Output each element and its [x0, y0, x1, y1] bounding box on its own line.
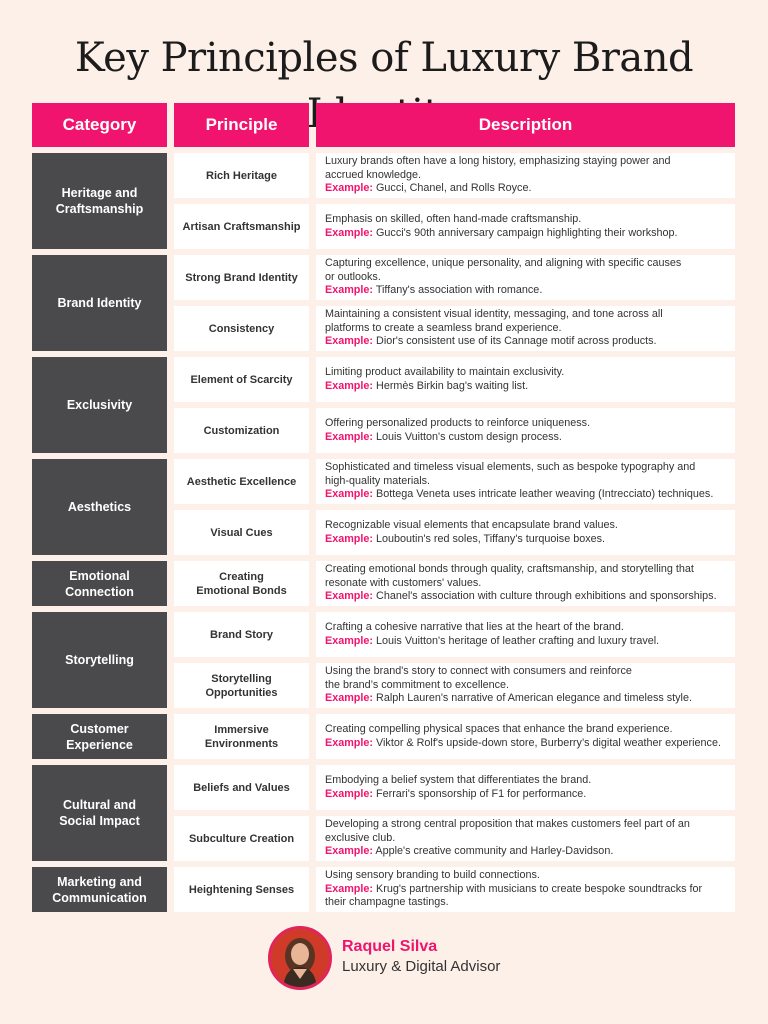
description-cell	[316, 765, 735, 810]
table-row	[174, 510, 735, 555]
principle-cell: Creating Emotional Bonds	[174, 561, 309, 606]
description-cell	[316, 357, 735, 402]
example-line	[325, 488, 726, 502]
avatar	[268, 926, 332, 990]
table-row	[174, 459, 735, 504]
example-label: Example:	[325, 430, 374, 443]
category-cell	[32, 459, 167, 555]
example-line	[325, 737, 726, 751]
category-group	[32, 612, 735, 708]
principle-cell: Storytelling Opportunities	[174, 663, 309, 708]
example-line	[325, 845, 726, 859]
principle-cell: Consistency	[174, 306, 309, 351]
category-group	[32, 867, 735, 912]
category-group	[32, 561, 735, 606]
example-text: Krug's partnership with musicians to create bespoke soundtracks for their champagne tastings.	[325, 882, 703, 909]
principle-cell: Aesthetic Excellence	[174, 459, 309, 504]
description-text: Sophisticated and timeless visual elements, such as bespoke typography and high-quality materials.	[325, 460, 696, 487]
avatar-portrait-icon	[271, 929, 329, 987]
example-line	[325, 692, 726, 706]
principles-table	[32, 153, 735, 918]
description-cell	[316, 459, 735, 504]
description-cell	[316, 612, 735, 657]
example-text: Bottega Veneta uses intricate leather weaving (Intrecciato) techniques.	[376, 488, 714, 501]
example-text: Viktor & Rolf's upside-down store, Burberry’s digital weather experience.	[376, 736, 721, 749]
category-cell	[32, 867, 167, 912]
description-text: Embodying a belief system that differentiates the brand.	[325, 773, 592, 786]
example-label: Example:	[325, 692, 374, 705]
example-label: Example:	[325, 284, 374, 297]
principle-cell: Brand Story	[174, 612, 309, 657]
description-cell	[316, 510, 735, 555]
principle-cell: Customization	[174, 408, 309, 453]
example-text: Apple's creative community and Harley-Davidson.	[375, 845, 614, 858]
category-group	[32, 459, 735, 555]
table-header	[32, 103, 735, 147]
header-principle: Principle	[174, 103, 309, 147]
category-label: Aesthetics	[67, 500, 132, 514]
table-row	[174, 306, 735, 351]
description-text: Creating compelling physical spaces that enhance the brand experience.	[325, 722, 673, 735]
principle-cell: Rich Heritage	[174, 153, 309, 198]
example-label: Example:	[325, 182, 374, 195]
principle-cell: Subculture Creation	[174, 816, 309, 861]
example-line	[325, 635, 726, 649]
description-text: Developing a strong central proposition that makes customers feel part of an exclusive club.	[325, 817, 690, 844]
description-cell	[316, 714, 735, 759]
example-line	[325, 284, 726, 298]
table-row	[174, 663, 735, 708]
example-label: Example:	[325, 590, 374, 603]
description-text: Crafting a cohesive narrative that lies at the heart of the brand.	[325, 620, 624, 633]
principle-cell: Element of Scarcity	[174, 357, 309, 402]
principle-cell: Visual Cues	[174, 510, 309, 555]
description-text: Luxury brands often have a long history, emphasizing staying power and accrued knowledge.	[325, 154, 671, 181]
category-group	[32, 153, 735, 249]
example-label: Example:	[325, 787, 374, 800]
category-group	[32, 714, 735, 759]
example-label: Example:	[325, 634, 374, 647]
description-cell	[316, 663, 735, 708]
category-cell	[32, 612, 167, 708]
example-line	[325, 380, 726, 394]
description-cell	[316, 561, 735, 606]
table-row	[174, 612, 735, 657]
example-line	[325, 431, 726, 445]
example-text: Hermès Birkin bag's waiting list.	[376, 379, 529, 392]
description-cell	[316, 255, 735, 300]
principle-cell: Immersive Environments	[174, 714, 309, 759]
description-text: Emphasis on skilled, often hand-made craftsmanship.	[325, 212, 582, 225]
description-cell	[316, 867, 735, 912]
category-label: Cultural and Social Impact	[59, 798, 140, 828]
category-group	[32, 255, 735, 351]
author-name: Raquel Silva	[342, 938, 438, 955]
example-text: Tiffany's association with romance.	[375, 284, 543, 297]
table-row	[174, 561, 735, 606]
example-text: Chanel's association with culture through exhibitions and sponsorships.	[376, 590, 717, 603]
description-text: Offering personalized products to reinforce uniqueness.	[325, 416, 591, 429]
category-label: Exclusivity	[66, 398, 133, 412]
table-row	[174, 765, 735, 810]
example-label: Example:	[325, 532, 374, 545]
example-text: Ralph Lauren's narrative of American elegance and timeless style.	[376, 692, 692, 705]
description-text: Recognizable visual elements that encapsulate brand values.	[325, 518, 618, 531]
description-cell	[316, 408, 735, 453]
category-group	[32, 357, 735, 453]
table-row	[174, 816, 735, 861]
example-line	[325, 182, 726, 196]
example-text: Louis Vuitton's heritage of leather crafting and luxury travel.	[376, 634, 660, 647]
description-text: Limiting product availability to maintain exclusivity.	[325, 365, 565, 378]
description-text: Creating emotional bonds through quality, craftsmanship, and storytelling that resonate with customers' values.	[325, 562, 694, 589]
author-role: Luxury & Digital Advisor	[342, 958, 501, 975]
category-cell	[32, 561, 167, 606]
principle-cell: Heightening Senses	[174, 867, 309, 912]
example-label: Example:	[325, 488, 374, 501]
example-label: Example:	[325, 845, 374, 858]
example-text: Gucci's 90th anniversary campaign highlighting their workshop.	[376, 226, 678, 239]
category-label: Customer Experience	[66, 721, 133, 752]
category-cell	[32, 153, 167, 249]
example-line	[325, 227, 726, 241]
principle-cell: Beliefs and Values	[174, 765, 309, 810]
category-cell	[32, 765, 167, 861]
description-text: Using sensory branding to build connections.	[325, 868, 540, 881]
description-text: Maintaining a consistent visual identity, messaging, and tone across all platforms to create a seamless brand experience.	[325, 307, 663, 334]
category-cell	[32, 714, 167, 759]
example-line	[325, 335, 726, 349]
category-label: Brand Identity	[57, 296, 142, 310]
category-cell	[32, 357, 167, 453]
example-text: Ferrari's sponsorship of F1 for performance.	[376, 787, 587, 800]
table-row	[174, 714, 735, 759]
example-label: Example:	[325, 335, 374, 348]
description-cell	[316, 204, 735, 249]
table-row	[174, 255, 735, 300]
table-row	[174, 867, 735, 912]
example-text: Louis Vuitton's custom design process.	[376, 430, 562, 443]
table-row	[174, 153, 735, 198]
category-label: Emotional Connection	[65, 568, 134, 599]
category-label: Marketing and Communication	[52, 874, 147, 905]
table-row	[174, 408, 735, 453]
example-label: Example:	[325, 882, 374, 895]
category-cell	[32, 255, 167, 351]
example-text: Dior's consistent use of its Cannage motif across products.	[376, 335, 657, 348]
example-label: Example:	[325, 379, 374, 392]
example-line	[325, 533, 726, 547]
category-group	[32, 765, 735, 861]
table-row	[174, 357, 735, 402]
description-cell	[316, 306, 735, 351]
example-line	[325, 883, 726, 910]
description-cell	[316, 153, 735, 198]
page-title: Key Principles of Luxury Brand	[74, 35, 694, 81]
example-line	[325, 788, 726, 802]
category-label: Heritage and Craftsmanship	[55, 186, 144, 216]
description-text: Using the brand's story to connect with consumers and reinforce the brand’s commitment to excellence.	[325, 664, 632, 691]
example-line	[325, 590, 726, 604]
example-text: Louboutin's red soles, Tiffany's turquoise boxes.	[376, 532, 606, 545]
description-cell	[316, 816, 735, 861]
example-text: Gucci, Chanel, and Rolls Royce.	[376, 182, 532, 195]
example-label: Example:	[325, 736, 374, 749]
description-text: Capturing excellence, unique personality, and aligning with specific causes or outlooks.	[325, 256, 682, 283]
table-row	[174, 204, 735, 249]
category-label: Storytelling	[65, 653, 134, 667]
principle-cell: Artisan Craftsmanship	[174, 204, 309, 249]
header-description: Description	[316, 103, 735, 147]
header-category: Category	[32, 103, 167, 147]
example-label: Example:	[325, 226, 374, 239]
principle-cell: Strong Brand Identity	[174, 255, 309, 300]
